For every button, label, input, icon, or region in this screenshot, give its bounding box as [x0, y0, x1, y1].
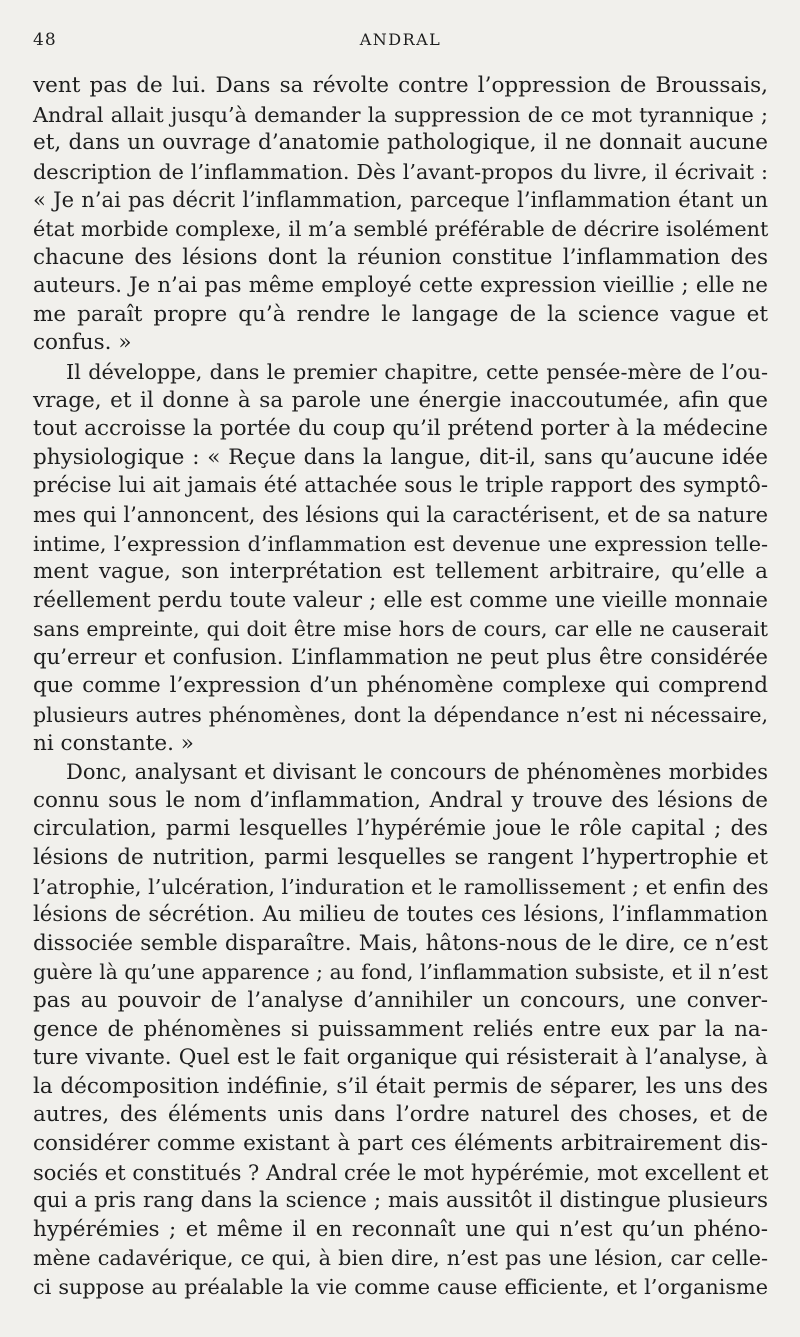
- text-line: ture vivante. Quel est le fait organique qui résisterait à l’analyse, à: [33, 1045, 768, 1071]
- page-number: 48: [33, 30, 57, 50]
- text-line: lésions de sécrétion. Au milieu de toutes ces lésions, l’inflammation: [33, 902, 768, 928]
- text-line: hypérémies ; et même il en reconnaît une qui n’est qu’un phéno-: [33, 1216, 768, 1242]
- body-text: [33, 72, 768, 1302]
- text-line: ment vague, son interprétation est tellement arbitraire, qu’elle a: [33, 559, 768, 585]
- text-line: connu sous le nom d’inflammation, Andral y trouve des lésions de: [33, 787, 768, 813]
- running-head: [33, 30, 768, 64]
- text-line: pas au pouvoir de l’analyse d’annihiler un concours, une conver-: [33, 988, 768, 1013]
- running-title: ANDRAL: [359, 30, 442, 49]
- text-line: auteurs. Je n’ai pas même employé cette expression vieillie ; elle ne: [33, 273, 768, 299]
- text-line: vrage, et il donne à sa parole une énergie inaccoutumée, afin que: [33, 387, 768, 413]
- text-line: l’atrophie, l’ulcération, l’induration et le ramollissement ; et enfin des: [33, 874, 769, 899]
- text-line: sans empreinte, qui doit être mise hors de cours, car elle ne causerait: [33, 617, 768, 642]
- text-line: Il développe, dans le premier chapitre, cette pensée-mère de l’ou-: [66, 359, 768, 384]
- text-line: sociés et constitués ? Andral crée le mot hypérémie, mot excellent et: [33, 1160, 769, 1185]
- text-line: intime, l’expression d’inflammation est devenue une expression telle-: [33, 531, 768, 556]
- text-line: mène cadavérique, ce qui, à bien dire, n’est pas une lésion, car celle-: [33, 1246, 768, 1271]
- text-line: me paraît propre qu’à rendre le langage de la science vague et: [33, 301, 768, 327]
- text-line: autres, des éléments unis dans l’ordre naturel des choses, et de: [33, 1102, 768, 1128]
- text-line: qu’erreur et confusion. L’inflammation ne peut plus être considérée: [33, 644, 768, 670]
- text-line: physiologique : « Reçue dans la langue, dit-il, sans qu’aucune idée: [33, 444, 768, 470]
- text-line: la décomposition indéfinie, s’il était permis de séparer, les uns des: [33, 1073, 768, 1099]
- text-line: tout accroisse la portée du coup qu’il prétend porter à la médecine: [33, 416, 768, 442]
- text-line: considérer comme existant à part ces éléments arbitrairement dis-: [33, 1130, 768, 1156]
- text-line: Andral allait jusqu’à demander la suppression de ce mot tyrannique ;: [33, 102, 768, 127]
- text-line: dissociée semble disparaître. Mais, hâtons-nous de le dire, ce n’est: [33, 930, 768, 956]
- text-line: réellement perdu toute valeur ; elle est comme une vieille monnaie: [33, 587, 768, 613]
- text-line: ci suppose au préalable la vie comme cause efficiente, et l’organisme: [33, 1274, 768, 1299]
- text-line: description de l’inflammation. Dès l’avant-propos du livre, il écrivait :: [33, 159, 768, 184]
- text-line: que comme l’expression d’un phénomène complexe qui comprend: [33, 673, 768, 699]
- text-line: plusieurs autres phénomènes, dont la dépendance n’est ni nécessaire,: [33, 703, 768, 728]
- text-line: Donc, analysant et divisant le concours de phénomènes morbides: [66, 760, 768, 785]
- text-line: confus. »: [33, 330, 132, 356]
- text-line: circulation, parmi lesquelles l’hypérémie joue le rôle capital ; des: [33, 816, 768, 842]
- text-line: « Je n’ai pas décrit l’inflammation, parceque l’inflammation étant un: [33, 188, 768, 213]
- text-line: et, dans un ouvrage d’anatomie pathologique, il ne donnait aucune: [33, 130, 768, 156]
- text-line: chacune des lésions dont la réunion constitue l’inflammation des: [33, 244, 768, 270]
- text-line: qui a pris rang dans la science ; mais aussitôt il distingue plusieurs: [33, 1188, 768, 1214]
- text-line: vent pas de lui. Dans sa révolte contre l’oppression de Broussais,: [33, 73, 768, 98]
- text-line: précise lui ait jamais été attachée sous le triple rapport des symptô-: [33, 473, 768, 499]
- text-line: ni constante. »: [33, 730, 194, 756]
- text-line: mes qui l’annoncent, des lésions qui la caractérisent, et de sa nature: [33, 502, 768, 527]
- text-line: état morbide complexe, il m’a semblé préférable de décrire isolément: [33, 216, 769, 241]
- text-line: lésions de nutrition, parmi lesquelles se rangent l’hypertrophie et: [33, 845, 768, 871]
- text-line: guère là qu’une apparence ; au fond, l’inflammation subsiste, et il n’est: [33, 960, 768, 985]
- text-line: gence de phénomènes si puissamment reliés entre eux par la na-: [33, 1016, 768, 1042]
